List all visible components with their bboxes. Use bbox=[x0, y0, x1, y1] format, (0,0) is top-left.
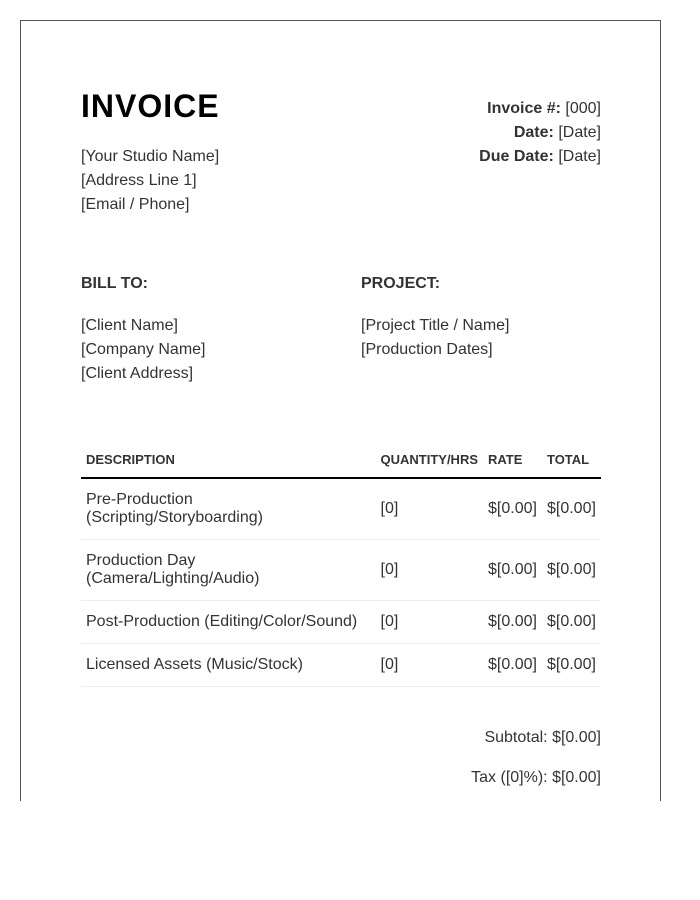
invoice-title: INVOICE bbox=[81, 88, 220, 124]
subtotal-value: $[0.00] bbox=[552, 729, 601, 746]
row-description: Production Day (Camera/Lighting/Audio) bbox=[81, 540, 376, 601]
invoice-due-line bbox=[479, 145, 601, 169]
row-quantity: [0] bbox=[376, 601, 484, 644]
invoice-number-line bbox=[479, 97, 601, 121]
invoice-date-value: [Date] bbox=[558, 124, 601, 141]
tax-value: $[0.00] bbox=[552, 769, 601, 786]
invoice-number-label: Invoice #: bbox=[487, 100, 561, 117]
row-rate: $[0.00] bbox=[483, 644, 542, 687]
row-description: Post-Production (Editing/Color/Sound) bbox=[81, 601, 376, 644]
invoice-due-value: [Date] bbox=[558, 148, 601, 165]
header-total: TOTAL bbox=[542, 447, 601, 478]
production-dates: [Production Dates] bbox=[361, 341, 493, 358]
subtotal-label: Subtotal: bbox=[484, 729, 553, 746]
row-total: $[0.00] bbox=[542, 540, 601, 601]
invoice-date-label: Date: bbox=[513, 124, 554, 141]
project-title: [Project Title / Name] bbox=[361, 317, 510, 334]
studio-address: [Address Line 1] bbox=[81, 172, 197, 189]
project-details bbox=[361, 314, 510, 362]
invoice-date-line bbox=[479, 121, 601, 145]
studio-name: [Your Studio Name] bbox=[81, 148, 220, 165]
row-quantity: [0] bbox=[376, 644, 484, 687]
tax-line bbox=[471, 767, 601, 789]
project-section bbox=[361, 274, 510, 362]
row-quantity: [0] bbox=[376, 540, 484, 601]
table-row bbox=[81, 478, 601, 540]
bill-to-details bbox=[81, 314, 206, 386]
studio-contact: [Email / Phone] bbox=[81, 196, 190, 213]
row-total: $[0.00] bbox=[542, 644, 601, 687]
line-items-table bbox=[81, 447, 601, 687]
table-row bbox=[81, 644, 601, 687]
studio-info bbox=[81, 145, 219, 217]
client-name: [Client Name] bbox=[81, 317, 178, 334]
bill-to-label: BILL TO: bbox=[81, 275, 148, 292]
row-total: $[0.00] bbox=[542, 601, 601, 644]
row-rate: $[0.00] bbox=[483, 601, 542, 644]
invoice-sheet bbox=[20, 20, 661, 801]
row-description: Licensed Assets (Music/Stock) bbox=[81, 644, 376, 687]
subtotal-line bbox=[471, 727, 601, 749]
row-total: $[0.00] bbox=[542, 478, 601, 540]
invoice-number-value: [000] bbox=[565, 100, 601, 117]
client-address: [Client Address] bbox=[81, 365, 194, 382]
table-header-row bbox=[81, 447, 601, 478]
row-rate: $[0.00] bbox=[483, 540, 542, 601]
invoice-meta bbox=[479, 97, 601, 169]
table-row bbox=[81, 540, 601, 601]
header-quantity: QUANTITY/HRS bbox=[376, 447, 484, 478]
project-label: PROJECT: bbox=[361, 275, 441, 292]
totals-section bbox=[471, 727, 601, 807]
company-name: [Company Name] bbox=[81, 341, 206, 358]
tax-label: Tax ([0]%): bbox=[471, 769, 553, 786]
header-rate: RATE bbox=[483, 447, 542, 478]
header-description: DESCRIPTION bbox=[81, 447, 376, 478]
row-rate: $[0.00] bbox=[483, 478, 542, 540]
row-description: Pre-Production (Scripting/Storyboarding) bbox=[81, 478, 376, 540]
invoice-due-label: Due Date: bbox=[479, 148, 554, 165]
row-quantity: [0] bbox=[376, 478, 484, 540]
bill-to-section bbox=[81, 274, 206, 386]
table-row bbox=[81, 601, 601, 644]
